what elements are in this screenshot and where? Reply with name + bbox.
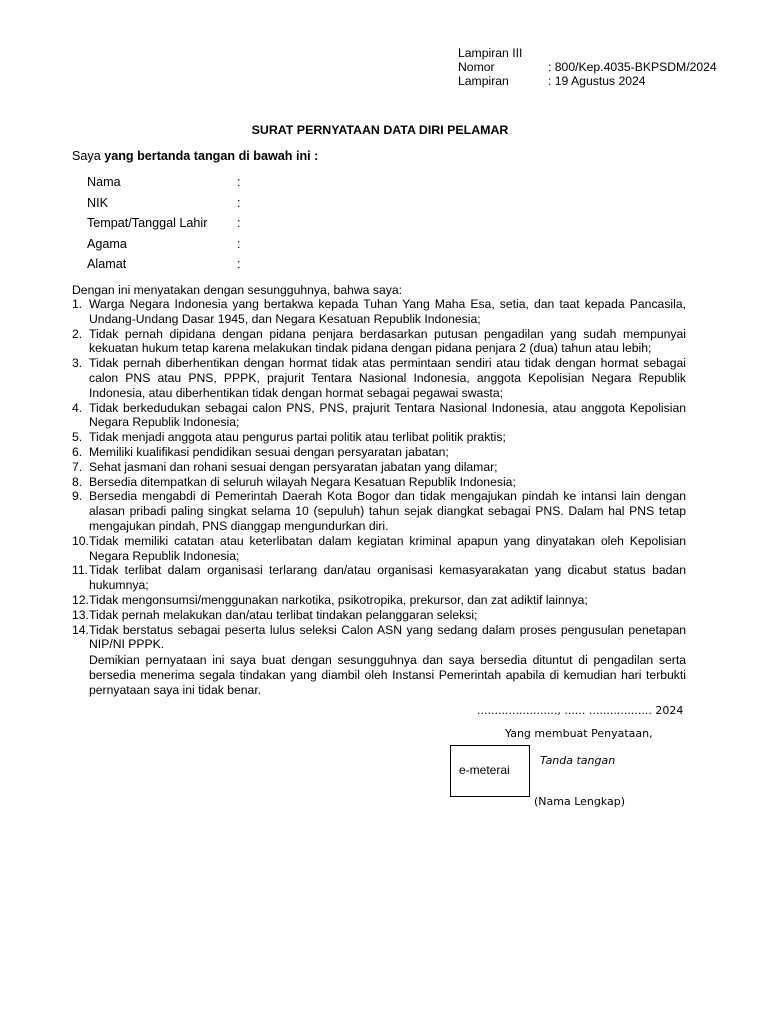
item-number: 5. xyxy=(72,430,83,445)
item-number: 11. xyxy=(72,563,89,578)
document-title: SURAT PERNYATAAN DATA DIRI PELAMAR xyxy=(251,123,509,137)
item-text: Tidak pernah dipidana dengan pidana penjara berdasarkan putusan pengadilan yang sudah mempunyai kekuatan hukum tetap karena melakukan tindak pidana dengan pidana penjara 2 (dua) tahun atau lebih; xyxy=(89,326,686,356)
list-item xyxy=(72,460,686,475)
header-row xyxy=(458,60,717,74)
item-text: Tidak memiliki catatan atau keterlibatan dalam kegiatan kriminal apapun yang dinyatakan oleh Kepolisian Negara Republik Indonesia; xyxy=(89,533,686,563)
list-item xyxy=(72,608,686,623)
header-row xyxy=(458,74,717,88)
field-colon: : xyxy=(237,195,241,210)
emeterai-label: e-meterai xyxy=(459,763,510,777)
item-text: Tidak pernah diberhentikan dengan hormat tidak atas permintaan sendiri atau tidak dengan hormat sebagai calon PNS atau PNS, PPPK, prajurit Tentara Nasional Indonesia, anggota Kepolisian Negara Republik Indonesia, atau diberhentikan tidak dengan hormat sebagai pegawai swasta; xyxy=(89,356,686,400)
item-text: Tidak terlibat dalam organisasi terlarang dan/atau organisasi kemasyarakatan yang dicabut status badan hukumnya; xyxy=(89,563,686,593)
header-value: : 800/Kep.4035-BKPSDM/2024 xyxy=(548,60,717,74)
signature-full-name: (Nama Lengkap) xyxy=(534,795,626,808)
field-label: NIK xyxy=(87,195,108,210)
list-item xyxy=(72,445,686,460)
list-item xyxy=(72,593,686,608)
item-number: 7. xyxy=(72,459,83,474)
list-item xyxy=(72,534,686,564)
intro-line xyxy=(72,149,318,164)
item-number: 8. xyxy=(72,474,83,489)
item-text: Tidak berstatus sebagai peserta lulus seleksi Calon ASN yang sedang dalam proses pengusulan penetapan NIP/NI PPPK. xyxy=(89,622,686,652)
intro-bold: yang bertanda tangan di bawah ini : xyxy=(104,149,319,163)
closing-paragraph: Demikian pernyataan ini saya buat dengan sesungguhnya dan saya bersedia dituntut di pengadilan serta bersedia menerima segala tindakan yang diambil oleh Instansi Pemerintah apabila di kemudian hari terbukti pernyataan saya ini tidak benar. xyxy=(89,653,686,697)
field-colon: : xyxy=(237,175,241,189)
list-item xyxy=(72,401,686,431)
list-item xyxy=(72,297,686,327)
list-item xyxy=(72,327,686,357)
item-number: 12. xyxy=(72,592,89,607)
header-key: Lampiran III xyxy=(458,46,523,60)
field-row-address xyxy=(87,257,247,278)
emeterai-box xyxy=(450,745,530,797)
field-colon: : xyxy=(237,236,241,251)
signature-made-by: Yang membuat Penyataan, xyxy=(505,727,653,740)
signature-date-line: ......................., ...... .................. 2024 xyxy=(477,704,684,717)
item-number: 2. xyxy=(72,326,83,341)
item-number: 9. xyxy=(72,489,83,504)
statement-list xyxy=(72,297,686,652)
item-number: 10. xyxy=(72,533,89,548)
field-row-name xyxy=(87,175,247,196)
header-value: : 19 Agustus 2024 xyxy=(548,74,646,88)
field-row-birth xyxy=(87,216,247,237)
document-header xyxy=(458,46,717,88)
list-item xyxy=(72,623,686,653)
signature-placeholder: Tanda tangan xyxy=(540,754,616,767)
header-key: Lampiran xyxy=(458,74,509,88)
list-item xyxy=(72,430,686,445)
list-item xyxy=(72,475,686,490)
item-number: 3. xyxy=(72,356,83,371)
item-text: Bersedia ditempatkan di seluruh wilayah Negara Kesatuan Republik Indonesia; xyxy=(89,474,516,489)
list-item xyxy=(72,563,686,593)
intro-plain: Saya xyxy=(72,149,105,163)
list-item xyxy=(72,489,686,533)
item-number: 4. xyxy=(72,400,83,415)
item-number: 6. xyxy=(72,444,83,459)
header-key: Nomor xyxy=(458,60,495,74)
item-text: Tidak menjadi anggota atau pengurus partai politik atau terlibat politik praktis; xyxy=(89,430,506,445)
list-item xyxy=(72,356,686,400)
item-text: Bersedia mengabdi di Pemerintah Daerah Kota Bogor dan tidak mengajukan pindah ke intansi lain dengan alasan pribadi paling singkat selama 10 (sepuluh) tahun sejak diangkat sebagai PNS. Dalam hal PNS tetap mengajukan pindah, PNS dianggap mengundurkan diri. xyxy=(89,489,686,533)
header-row xyxy=(458,46,717,60)
item-text: Tidak berkedudukan sebagai calon PNS, PNS, prajurit Tentara Nasional Indonesia, atau anggota Kepolisian Negara Republik Indonesia; xyxy=(89,400,686,430)
item-text: Memiliki kualifikasi pendidikan sesuai dengan persyaratan jabatan; xyxy=(89,444,449,459)
item-number: 13. xyxy=(72,607,89,622)
field-colon: : xyxy=(237,257,241,271)
field-colon: : xyxy=(237,216,241,230)
item-text: Warga Negara Indonesia yang bertakwa kepada Tuhan Yang Maha Esa, setia, dan taat kepada Pancasila, Undang-Undang Dasar 1945, dan Negara Kesatuan Republik Indonesia; xyxy=(89,297,686,326)
field-label: Agama xyxy=(87,236,127,251)
item-number: 14. xyxy=(72,622,89,637)
field-label: Alamat xyxy=(87,257,127,271)
field-label: Tempat/Tanggal Lahir xyxy=(87,216,208,230)
field-label: Nama xyxy=(87,175,121,189)
field-row-nik xyxy=(87,196,247,217)
field-row-religion xyxy=(87,237,247,258)
item-text: Tidak mengonsumsi/menggunakan narkotika, psikotropika, prekursor, dan zat adiktif lainnya; xyxy=(89,592,588,607)
statement-line: Dengan ini menyatakan dengan sesungguhnya, bahwa saya: xyxy=(72,283,402,297)
item-text: Tidak pernah melakukan dan/atau terlibat tindakan pelanggaran seleksi; xyxy=(89,607,478,622)
item-number: 1. xyxy=(72,297,83,311)
personal-data-fields xyxy=(87,175,247,278)
item-text: Sehat jasmani dan rohani sesuai dengan persyaratan jabatan yang dilamar; xyxy=(89,459,498,474)
